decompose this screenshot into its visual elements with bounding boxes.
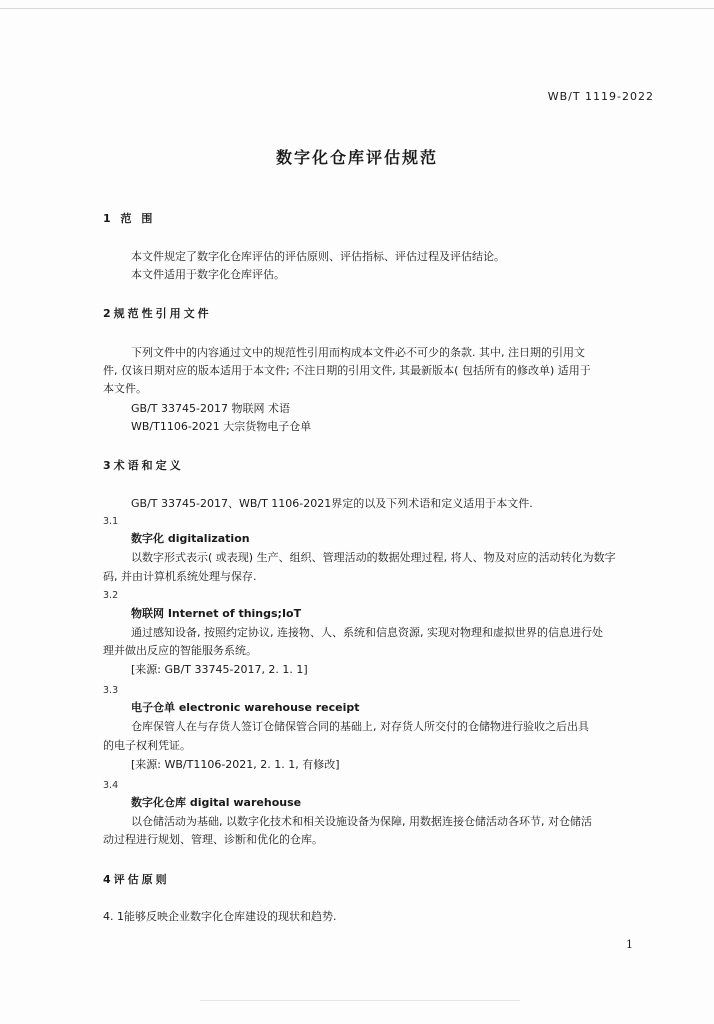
term-definition: 以数字形式表示( 或表现) 生产、组织、管理活动的数据处理过程, 将人、物及对应的活动转化为数字 — [131, 551, 616, 564]
scan-edge — [200, 1000, 520, 1001]
term-title: 电子仓单 electronic warehouse receipt — [131, 701, 360, 714]
section-3-heading: 3术语和定义 — [103, 459, 184, 472]
term-definition: 的电子权利凭证。 — [103, 739, 191, 752]
section-2-paragraph: 本文件。 — [103, 382, 147, 395]
term-source: [来源: WB/T1106-2021, 2. 1. 1, 有修改] — [131, 758, 340, 771]
section-1-heading: 1 范 围 — [103, 212, 156, 225]
term-title: 数字化 digitalization — [131, 532, 250, 545]
term-number: 3.3 — [103, 685, 119, 696]
term-title: 数字化仓库 digital warehouse — [131, 796, 302, 809]
term-definition: 码, 并由计算机系统处理与保存. — [103, 570, 257, 583]
section-2-paragraph: 件, 仅该日期对应的版本适用于本文件; 不注日期的引用文件, 其最新版本( 包括所有的修改单) 适用于 — [103, 364, 591, 377]
term-definition: 通过感知设备, 按照约定协议, 连接物、人、系统和信息资源, 实现对物理和虚拟世界的信息进行处 — [131, 626, 603, 639]
section-2-heading: 2规范性引用文件 — [103, 307, 212, 320]
section-1-paragraph: 本文件规定了数字化仓库评估的评估原则、评估指标、评估过程及评估结论。 — [131, 250, 505, 263]
standard-number: WB/T 1119-2022 — [547, 90, 654, 103]
term-definition: 仓库保管人在与存货人签订仓储保管合同的基础上, 对存货人所交付的仓储物进行验收之后出具 — [131, 720, 589, 733]
term-number: 3.1 — [103, 516, 119, 527]
term-definition: 理并做出反应的智能服务系统。 — [103, 644, 257, 657]
document-title: 数字化仓库评估规范 — [275, 148, 438, 167]
scan-edge — [0, 8, 714, 9]
normative-reference: WB/T1106-2021 大宗货物电子仓单 — [131, 420, 312, 433]
section-4-item: 4. 1能够反映企业数字化仓库建设的现状和趋势. — [103, 910, 337, 923]
term-number: 3.4 — [103, 780, 119, 791]
page-number: 1 — [626, 938, 633, 951]
term-definition: 以仓储活动为基础, 以数字化技术和相关设施设备为保障, 用数据连接仓储活动各环节, 对仓储活 — [131, 815, 592, 828]
term-title: 物联网 Internet of things;IoT — [131, 607, 302, 620]
section-3-intro: GB/T 33745-2017、WB/T 1106-2021界定的以及下列术语和定义适用于本文件. — [131, 497, 533, 510]
term-source: [来源: GB/T 33745-2017, 2. 1. 1] — [131, 663, 308, 676]
term-number: 3.2 — [103, 590, 119, 601]
normative-reference: GB/T 33745-2017 物联网 术语 — [131, 402, 290, 415]
term-definition: 动过程进行规划、管理、诊断和优化的仓库。 — [103, 833, 323, 846]
section-2-paragraph: 下列文件中的内容通过文中的规范性引用而构成本文件必不可少的条款. 其中, 注日期的引用文 — [131, 346, 585, 359]
section-1-paragraph: 本文件适用于数字化仓库评估。 — [131, 268, 285, 281]
section-4-heading: 4评估原则 — [103, 873, 170, 886]
